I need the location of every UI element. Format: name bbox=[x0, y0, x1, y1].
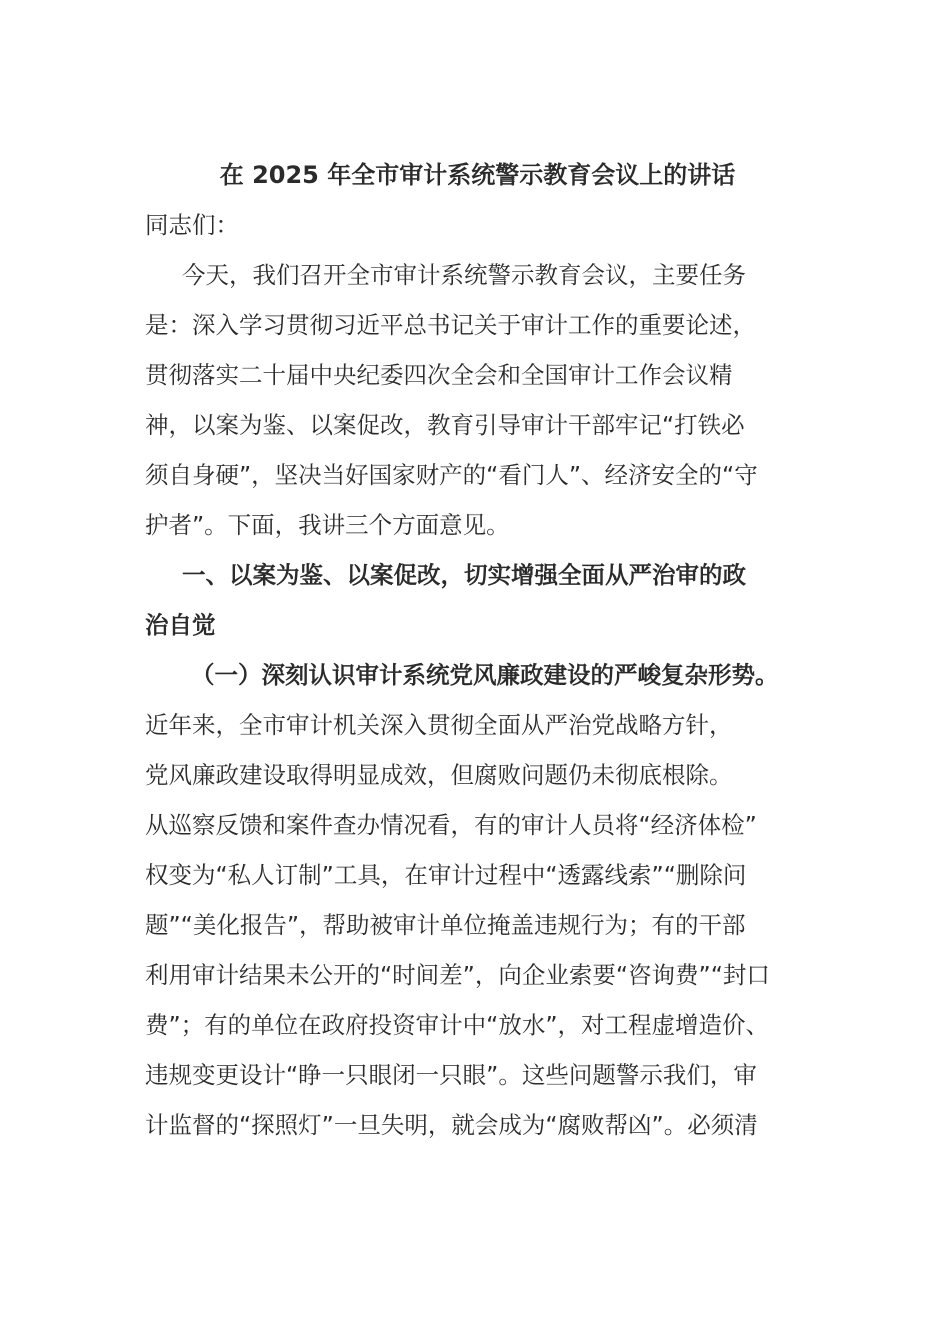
document-page bbox=[145, 150, 810, 1150]
body-line: 党风廉政建设取得明显成效，但腐败问题仍未彻底根除。 bbox=[145, 761, 733, 789]
section-heading-1-cont: 治自觉 bbox=[145, 611, 216, 639]
body-line: 题”“美化报告”，帮助被审计单位掩盖违规行为；有的干部 bbox=[145, 911, 746, 939]
body-line: 须自身硬”，坚决当好国家财产的“看门人”、经济安全的“守 bbox=[145, 461, 758, 489]
body-line: 是：深入学习贯彻习近平总书记关于审计工作的重要论述， bbox=[145, 311, 756, 339]
body-line: 利用审计结果未公开的“时间差”，向企业索要“咨询费”“封口 bbox=[145, 961, 770, 989]
salutation: 同志们： bbox=[145, 211, 239, 239]
body-line: 违规变更设计“睁一只眼闭一只眼”。这些问题警示我们，审 bbox=[145, 1061, 757, 1089]
body-line: 护者”。下面，我讲三个方面意见。 bbox=[145, 511, 510, 539]
body-line: 费”；有的单位在政府投资审计中“放水”，对工程虚增造价、 bbox=[145, 1011, 770, 1039]
body-line: 近年来，全市审计机关深入贯彻全面从严治党战略方针， bbox=[145, 711, 733, 739]
document-title: 在 2025 年全市审计系统警示教育会议上的讲话 bbox=[219, 161, 736, 189]
body-line: 今天，我们召开全市审计系统警示教育会议，主要任务 bbox=[182, 261, 746, 289]
body-line: 从巡察反馈和案件查办情况看，有的审计人员将“经济体检” bbox=[145, 811, 757, 839]
section-heading-1: 一、以案为鉴、以案促改，切实增强全面从严治审的政 bbox=[182, 561, 746, 589]
body-line: 计监督的“探照灯”一旦失明，就会成为“腐败帮凶”。必须清 bbox=[145, 1111, 758, 1139]
body-line: 贯彻落实二十届中央纪委四次全会和全国审计工作会议精 bbox=[145, 361, 733, 389]
body-line: 神，以案为鉴、以案促改，教育引导审计干部牢记“打铁必 bbox=[145, 411, 745, 439]
body-line: 权变为“私人订制”工具，在审计过程中“透露线索”“删除问 bbox=[145, 861, 747, 889]
subsection-heading-1: （一）深刻认识审计系统党风廉政建设的严峻复杂形势。 bbox=[191, 661, 779, 689]
